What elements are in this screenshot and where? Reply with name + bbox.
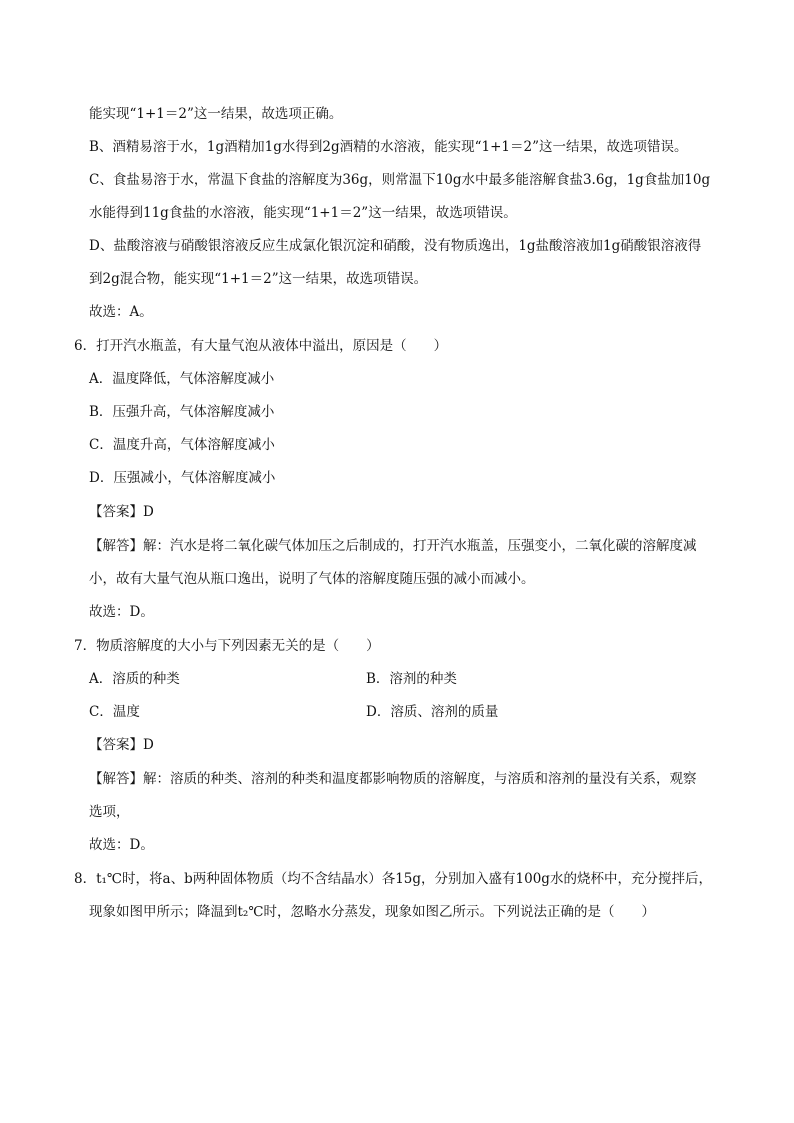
q7-option-c: C．温度 [89,704,140,720]
q6-choice: 故选：D。 [89,604,154,620]
q7-choice: 故选：D。 [89,837,154,853]
prev-option-b-explanation: B、酒精易溶于水，1g酒精加1g水得到2g酒精的水溶液，能实现“1+1＝2”这一结果，故选项错误。 [89,139,688,155]
prev-option-d-explanation-cont: 到2g混合物，能实现“1+1＝2”这一结果，故选项错误。 [89,271,428,287]
prev-explanation-line: 能实现“1+1＝2”这一结果，故选项正确。 [89,106,343,122]
q6-option-d: D．压强减小，气体溶解度减小 [89,470,276,486]
q6-option-a: A．温度降低，气体溶解度减小 [89,371,275,387]
q8-stem-cont: 现象如图甲所示；降温到t₂℃时，忽略水分蒸发，现象如图乙所示。下列说法正确的是（ ） [89,904,655,920]
prev-option-c-explanation-cont: 水能得到11g食盐的水溶液，能实现“1+1＝2”这一结果，故选项错误。 [89,205,517,221]
q6-stem: 6．打开汽水瓶盖，有大量气泡从液体中溢出，原因是（ ） [74,338,448,354]
q6-analysis-cont: 小，故有大量气泡从瓶口逸出，说明了气体的溶解度随压强的减小而减小。 [89,571,535,587]
q7-option-b: B．溶剂的种类 [366,671,457,687]
prev-option-d-explanation: D、盐酸溶液与硝酸银溶液反应生成氯化银沉淀和硝酸，没有物质逸出，1g盐酸溶液加1g硝酸银溶液得 [89,238,702,254]
q7-analysis-cont: 选项， [89,804,130,820]
q6-answer: 【答案】D [89,504,154,520]
q8-stem: 8．t₁℃时，将a、b两种固体物质（均不含结晶水）各15g，分别加入盛有100g水的烧杯中，充分搅拌后， [74,871,712,887]
q7-answer: 【答案】D [89,737,154,753]
q6-analysis: 【解答】解：汽水是将二氧化碳气体加压之后制成的，打开汽水瓶盖，压强变小，二氧化碳的溶解度减 [89,538,697,554]
q7-option-a: A．溶质的种类 [89,671,180,687]
q7-stem: 7．物质溶解度的大小与下列因素无关的是（ ） [74,638,380,654]
q7-analysis: 【解答】解：溶质的种类、溶剂的种类和温度都影响物质的溶解度，与溶质和溶剂的量没有关系，观察 [89,771,697,787]
q6-option-b: B．压强升高，气体溶解度减小 [89,404,275,420]
q6-option-c: C．温度升高，气体溶解度减小 [89,437,275,453]
q7-option-d: D．溶质、溶剂的质量 [366,704,499,720]
prev-choice: 故选：A。 [89,304,153,320]
prev-option-c-explanation: C、食盐易溶于水，常温下食盐的溶解度为36g，则常温下10g水中最多能溶解食盐3.6g，1g食盐加10g [89,172,711,188]
